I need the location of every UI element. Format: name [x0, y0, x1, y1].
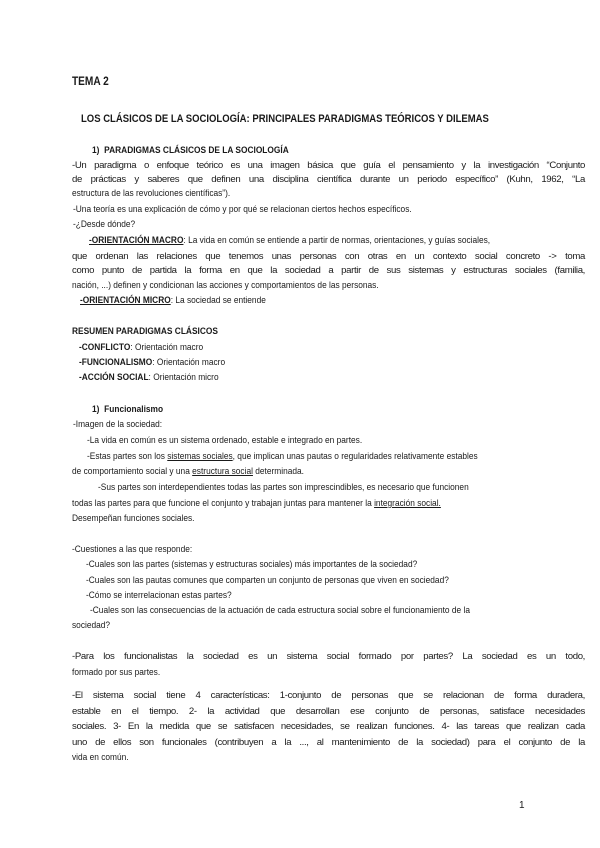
text-run: , que implican unas pautas o regularidades relativamente estables: [232, 451, 478, 462]
macro-rest: : La vida en común se entiende a partir de normas, orientaciones, y guías sociales,: [183, 235, 491, 246]
partes-line-2: [72, 465, 304, 478]
macro-line-2: que ordenan las relaciones que tenemos unas personas con otras en un contexto social concreto -> toma: [72, 251, 585, 262]
resumen-item-funcionalismo: [79, 356, 225, 369]
teoria-line: -Una teoría es una explicación de cómo y por qué se relacionan ciertos hechos específicos.: [73, 204, 412, 215]
paradigm-line-3: estructura de las revoluciones científicas”).: [72, 188, 231, 199]
question-3: -Cómo se interrelacionan estas partes?: [86, 590, 232, 601]
section-heading-text: Funcionalismo: [104, 404, 164, 415]
resumen-item-label: -CONFLICTO: [79, 342, 131, 353]
question-4-line-1: -Cuales son las consecuencias de la actuación de cada estructura social sobre el funcionamiento de la: [90, 605, 470, 616]
text-run: -Estas partes son los: [87, 451, 168, 462]
page-number: 1: [519, 800, 525, 811]
sus-line-1: -Sus partes son interdependientes todas las partes son imprescindibles, es necesario que funcionen: [98, 482, 469, 493]
desde-donde-line: -¿Desde dónde?: [73, 219, 136, 230]
section-number: 1): [92, 404, 100, 415]
text-run: determinada.: [252, 466, 304, 477]
section-heading-text: PARADIGMAS CLÁSICOS DE LA SOCIOLOGÍA: [104, 145, 289, 156]
resumen-item-value: : Orientación macro: [130, 342, 204, 353]
macro-label: -ORIENTACIÓN MACRO: [89, 235, 184, 246]
macro-line-1: [89, 234, 490, 247]
imagen-line: -Imagen de la sociedad:: [73, 419, 163, 430]
sistema-line-4: uno de ellos son funcionales (contribuyen a la ..., al mantenimiento de la sociedad) para el conjunto de la: [72, 737, 585, 748]
resumen-item-label: -ACCIÓN SOCIAL: [79, 372, 149, 383]
sistema-line-2: estable en el tiempo. 2- la actividad que desarrollan ese conjunto de personas, satisface necesidades: [72, 706, 585, 717]
sistema-line-5: vida en común.: [72, 752, 129, 763]
resumen-heading: RESUMEN PARADIGMAS CLÁSICOS: [72, 326, 218, 337]
text-run: todas las partes para que funcione el conjunto y trabajan juntas para mantener la: [72, 498, 375, 509]
section-heading-paradigmas: [92, 144, 289, 157]
underlined-term: estructura social: [192, 466, 253, 477]
question-1: -Cuales son las partes (sistemas y estructuras sociales) más importantes de la sociedad?: [86, 559, 418, 570]
para-line-2: formado por sus partes.: [72, 667, 161, 678]
resumen-item-value: : Orientación macro: [152, 357, 226, 368]
vida-line: -La vida en común es un sistema ordenado, estable e integrado en partes.: [87, 435, 363, 446]
macro-line-4: nación, ...) definen y condicionan las acciones y comportamientos de las personas.: [72, 280, 379, 291]
micro-line: [80, 294, 266, 307]
question-4-line-2: sociedad?: [72, 620, 111, 631]
resumen-item-value: : Orientación micro: [148, 372, 219, 383]
paradigm-line-2: de prácticas y saberes que definen una disciplina científica durante un periodo específico” (Kuhn, 1962, “La: [72, 174, 585, 185]
sistema-line-3: sociales. 3- En la medida que se satisfacen necesidades, se realizan funciones. 4- las tareas que realizan cada: [72, 721, 585, 732]
sistema-line-1: -El sistema social tiene 4 características: 1-conjunto de personas que se relacionan de forma duradera,: [72, 690, 585, 701]
macro-line-3: como punto de partida la forma en que la sociedad a partir de sus sistemas y estructuras sociales (familia,: [72, 265, 585, 276]
para-line-1: -Para los funcionalistas la sociedad es un sistema social formado por partes? La sociedad es un todo,: [72, 651, 585, 662]
text-run: de comportamiento social y una: [72, 466, 193, 477]
resumen-item-accion-social: [79, 371, 219, 384]
underlined-term: integración social.: [374, 498, 441, 509]
section-heading-funcionalismo: [92, 403, 163, 416]
cuestiones-line: -Cuestiones a las que responde:: [72, 544, 193, 555]
resumen-item-label: -FUNCIONALISMO: [79, 357, 153, 368]
sus-line-2: [72, 497, 441, 510]
document-title: LOS CLÁSICOS DE LA SOCIOLOGÍA: PRINCIPALES PARADIGMAS TEÓRICOS Y DILEMAS: [81, 113, 489, 125]
tema-label: TEMA 2: [72, 76, 109, 88]
paradigm-line-1: -Un paradigma o enfoque teórico es una imagen básica que guía el pensamiento y la investigación “Conjunto: [72, 160, 585, 171]
section-number: 1): [92, 145, 100, 156]
micro-label: -ORIENTACIÓN MICRO: [80, 295, 171, 306]
resumen-item-conflicto: [79, 341, 203, 354]
sus-line-3: Desempeñan funciones sociales.: [72, 513, 195, 524]
partes-line-1: [87, 450, 478, 463]
micro-rest: : La sociedad se entiende: [170, 295, 266, 306]
underlined-term: sistemas sociales: [167, 451, 233, 462]
question-2: -Cuales son las pautas comunes que comparten un conjunto de personas que viven en sociedad?: [86, 575, 449, 586]
